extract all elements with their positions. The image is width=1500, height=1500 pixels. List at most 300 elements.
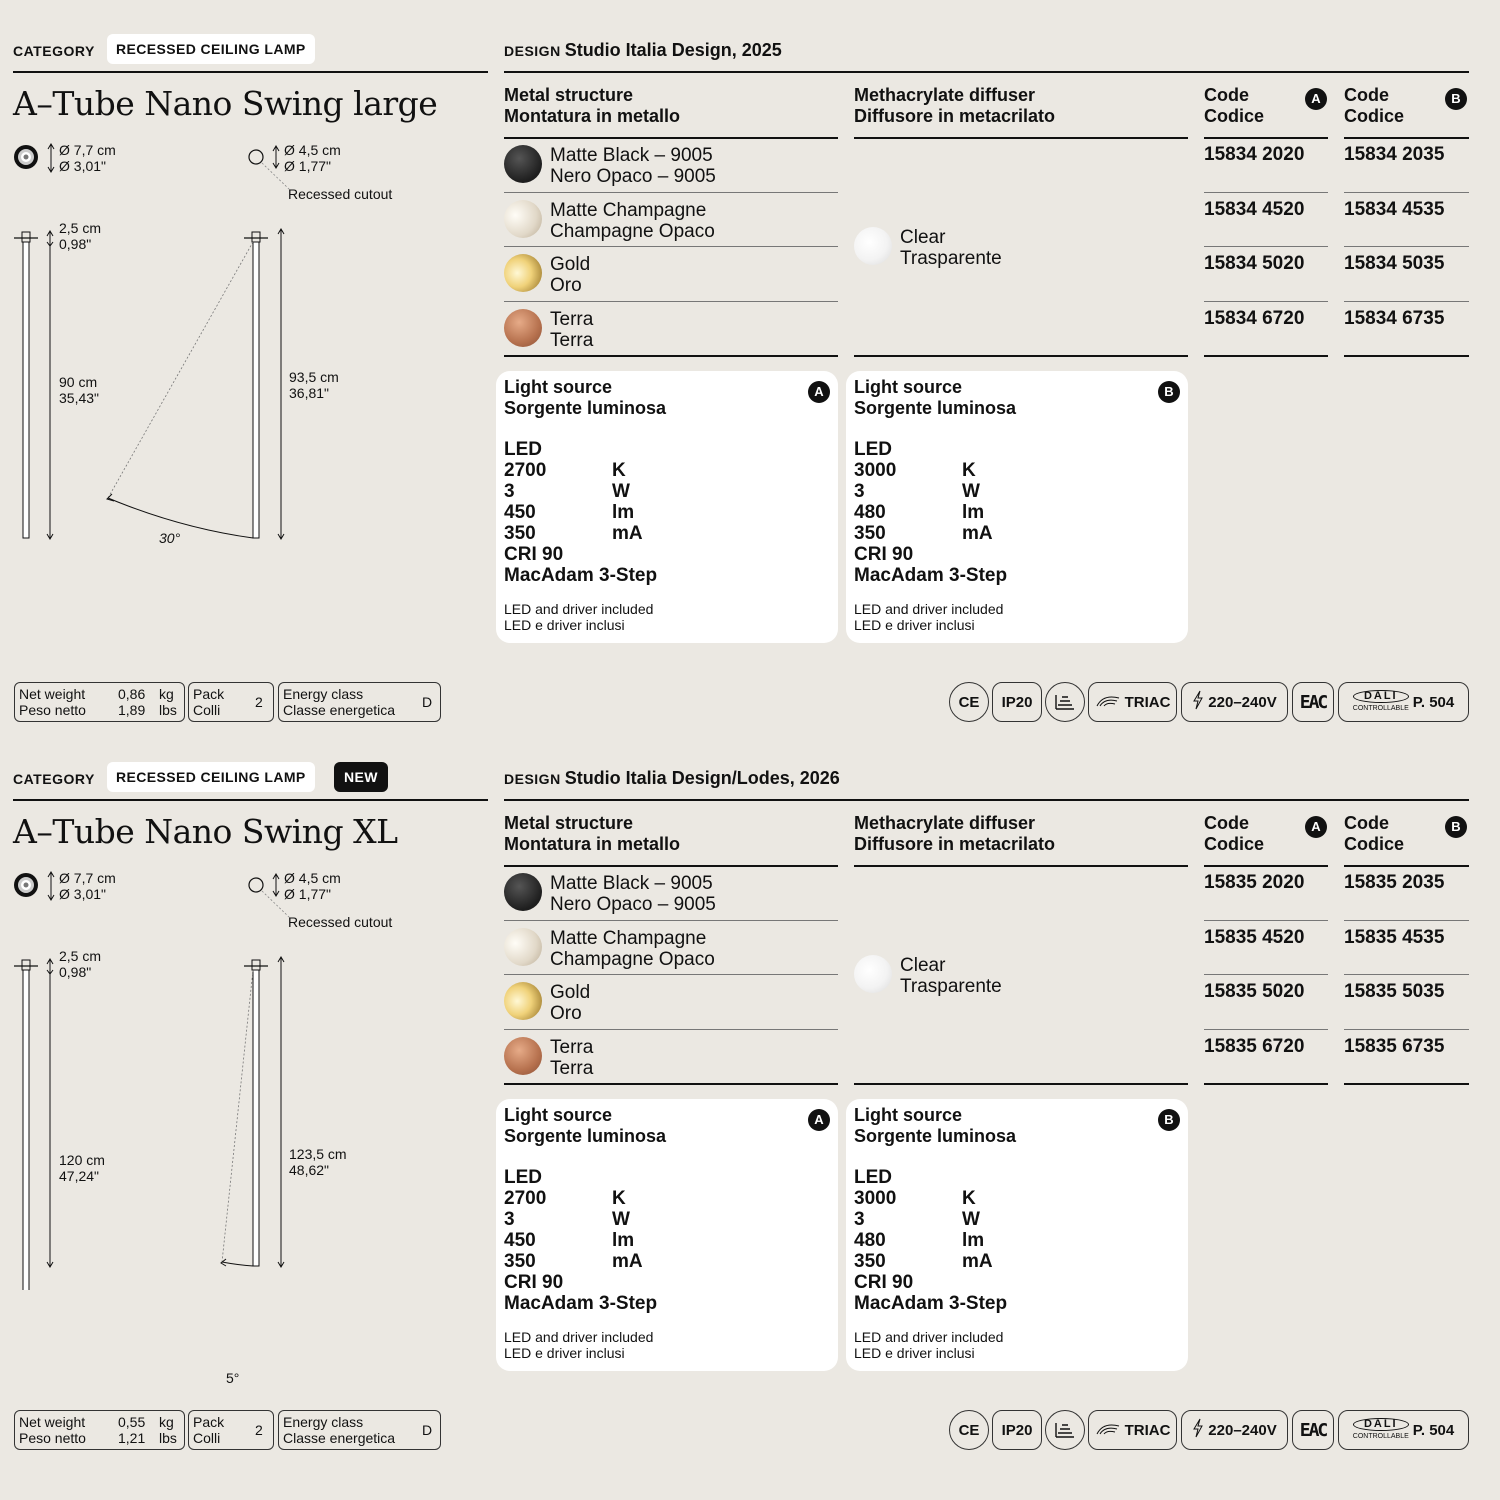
code-a-header: [1204, 85, 1264, 127]
spec-watt: [504, 1209, 830, 1230]
divider: [504, 1029, 838, 1030]
driver-note: [854, 601, 1003, 633]
triac-badge: [1088, 682, 1177, 722]
dim-d2-cm: Ø 4,5 cm: [284, 870, 341, 886]
finish-name-en: Terra: [550, 309, 594, 330]
dim-d2-in: Ø 1,77": [284, 886, 331, 902]
swatch-terra: [504, 309, 542, 347]
finish-name-it: Champagne Opaco: [550, 949, 715, 970]
lamp-drawing: [10, 222, 300, 567]
driver-note-it: LED e driver inclusi: [504, 1345, 625, 1361]
weight-units: [159, 686, 177, 718]
voltage-badge: [1181, 682, 1288, 722]
dim-top-in: 0,98": [59, 236, 92, 252]
dim-d1-in: Ø 3,01": [59, 886, 106, 902]
code-a-3: 15835 5020: [1204, 981, 1305, 1002]
dim-total-cm: 123,5 cm: [289, 1146, 347, 1162]
finish-name-en: Gold: [550, 254, 591, 275]
category-pill: RECESSED CEILING LAMP: [107, 762, 315, 792]
energy-box: [278, 682, 441, 722]
code-b-header: [1344, 813, 1404, 855]
designer: Studio Italia Design/Lodes, 2026: [564, 768, 840, 788]
code-b-1: 15835 2035: [1344, 872, 1445, 893]
code-header-it: Codice: [1204, 834, 1265, 854]
dim-top-in: 0,98": [59, 964, 92, 980]
pack-labels: [193, 1414, 224, 1446]
diffuser-header-en: Methacrylate diffuser: [854, 813, 1036, 833]
driver-note-it: LED e driver inclusi: [504, 617, 625, 633]
driver-note-it: LED e driver inclusi: [854, 1345, 975, 1361]
energy-value: D: [422, 694, 433, 710]
divider: [854, 355, 1188, 357]
code-header-en: Code: [1344, 813, 1389, 833]
energy-box: [278, 1410, 441, 1450]
energy-label-it: Classe energetica: [283, 1430, 396, 1446]
triac-label: TRIAC: [1124, 1421, 1171, 1439]
diffuser-header-en: Methacrylate diffuser: [854, 85, 1036, 105]
code-a-4: 15834 6720: [1204, 308, 1305, 329]
badge-a: A: [1305, 816, 1327, 838]
eac-mark: EAC: [1292, 1410, 1334, 1450]
spec-cri: CRI 90: [504, 544, 564, 565]
divider: [1204, 192, 1328, 193]
dimmable-icon: [1045, 682, 1085, 722]
design-label: DESIGN: [504, 771, 561, 787]
spec-cri: CRI 90: [504, 1272, 564, 1293]
dim-length-in: 47,24": [59, 1168, 100, 1184]
divider: [1204, 1029, 1328, 1030]
light-source-card-a: [496, 371, 838, 643]
diameter-arrow-icon: [47, 871, 57, 906]
triac-icon: [1095, 692, 1121, 712]
metal-header-en: Metal structure: [504, 813, 634, 833]
divider: [1344, 355, 1469, 357]
designer: Studio Italia Design, 2025: [564, 40, 782, 60]
weight-values: [118, 1414, 145, 1446]
light-source-label-it: Sorgente luminosa: [504, 398, 667, 418]
dali-badge: [1338, 682, 1469, 722]
divider: [504, 355, 838, 357]
eac-mark: EAC: [1292, 682, 1334, 722]
divider: [504, 192, 838, 193]
diffuser-row: [900, 955, 1002, 997]
diffuser-name-en: Clear: [900, 227, 946, 248]
finish-name-it: Terra: [550, 330, 594, 351]
new-badge: NEW: [334, 762, 388, 792]
ce-mark: CE: [949, 1410, 989, 1450]
driver-note-en: LED and driver included: [854, 601, 1004, 617]
weight-label-it: Peso netto: [19, 1430, 86, 1446]
finish-name-it: Nero Opaco – 9005: [550, 894, 716, 915]
dim-total: [289, 1146, 347, 1178]
diameter-arrow-icon: [272, 143, 282, 178]
spec-current: [854, 523, 1180, 544]
finish-name-it: Nero Opaco – 9005: [550, 166, 716, 187]
energy-label-en: Energy class: [283, 686, 364, 702]
recessed-label: Recessed cutout: [288, 914, 393, 930]
spec-unit: mA: [612, 523, 643, 544]
dim-total-in: 36,81": [289, 385, 330, 401]
spec-kelvin: [504, 1188, 830, 1209]
divider: [504, 920, 838, 921]
spec-value: 3000: [854, 1188, 897, 1209]
dim-total-cm: 93,5 cm: [289, 369, 339, 385]
weight-label-en: Net weight: [19, 686, 86, 702]
ip-rating: IP20: [992, 1410, 1042, 1450]
product-block-1: [0, 0, 1500, 728]
finish-name-it: Terra: [550, 1058, 594, 1079]
finish-row: [550, 200, 715, 242]
swatch-terra: [504, 1037, 542, 1075]
spec-unit: K: [962, 460, 976, 481]
unit-lbs: lbs: [159, 702, 177, 718]
weight-kg: 0,86: [118, 686, 146, 702]
page-ref: P. 504: [1412, 1421, 1455, 1439]
pack-labels: [193, 686, 224, 718]
divider: [504, 301, 838, 302]
divider: [1204, 1083, 1328, 1085]
driver-note-en: LED and driver included: [504, 1329, 654, 1345]
dim-d1: [59, 870, 116, 902]
divider: [1344, 192, 1469, 193]
spec-unit: mA: [962, 1251, 993, 1272]
code-a-header: [1204, 813, 1264, 855]
dim-d2: [284, 142, 341, 174]
spec-value: 3: [504, 481, 515, 502]
diffuser-header-it: Diffusore in metacrilato: [854, 834, 1056, 854]
dim-total: [289, 369, 339, 401]
ce-mark: CE: [949, 682, 989, 722]
finish-row: [550, 309, 593, 351]
finish-name-en: Matte Champagne: [550, 200, 707, 221]
divider: [1344, 1083, 1469, 1085]
spec-value: 2700: [504, 1188, 547, 1209]
voltage-label: 220–240V: [1208, 1421, 1277, 1439]
dim-d2: [284, 870, 341, 902]
spec-kelvin: [504, 460, 830, 481]
code-b-3: 15835 5035: [1344, 981, 1445, 1002]
spec-watt: [854, 1209, 1180, 1230]
divider: [504, 974, 838, 975]
code-b-header: [1344, 85, 1404, 127]
spec-lumen: [854, 1230, 1180, 1251]
triac-label: TRIAC: [1124, 693, 1171, 711]
swatch-gold: [504, 254, 542, 292]
light-source-label-en: Light source: [854, 1105, 963, 1125]
spec-unit: mA: [962, 523, 993, 544]
finish-row: [550, 928, 715, 970]
metal-header-en: Metal structure: [504, 85, 634, 105]
code-header-en: Code: [1204, 813, 1249, 833]
dim-length-cm: 120 cm: [59, 1152, 105, 1168]
spec-type: LED: [854, 439, 892, 460]
code-header-it: Codice: [1344, 834, 1405, 854]
badge-b: B: [1158, 1109, 1180, 1131]
divider: [1204, 137, 1328, 139]
divider: [1204, 301, 1328, 302]
design-label: DESIGN: [504, 43, 561, 59]
code-b-4: 15834 6735: [1344, 308, 1445, 329]
diffuser-name-en: Clear: [900, 955, 946, 976]
code-b-4: 15835 6735: [1344, 1036, 1445, 1057]
finish-name-en: Matte Black – 9005: [550, 873, 713, 894]
diffuser-name-it: Trasparente: [900, 976, 1002, 997]
swatch-black: [504, 145, 542, 183]
spec-watt: [504, 481, 830, 502]
divider: [1344, 301, 1469, 302]
code-b-3: 15834 5035: [1344, 253, 1445, 274]
divider: [13, 799, 488, 801]
finish-name-en: Gold: [550, 982, 591, 1003]
weight-label-en: Net weight: [19, 1414, 86, 1430]
badge-b: B: [1158, 381, 1180, 403]
light-source-label-en: Light source: [504, 1105, 613, 1125]
unit-lbs: lbs: [159, 1430, 177, 1446]
weight-label-it: Peso netto: [19, 702, 86, 718]
dali-sub: CONTROLLABLE: [1352, 1433, 1409, 1440]
dim-length: [59, 374, 99, 406]
ring-icon: [13, 871, 41, 904]
diffuser-header: [854, 813, 1055, 855]
light-source-card-a: [496, 1099, 838, 1371]
spec-watt: [854, 481, 1180, 502]
light-source-label-it: Sorgente luminosa: [504, 1126, 667, 1146]
spec-unit: lm: [962, 1230, 985, 1251]
divider: [1204, 865, 1328, 867]
spec-macadam: MacAdam 3-Step: [504, 1293, 658, 1314]
triac-icon: [1095, 1420, 1121, 1440]
divider: [1344, 1029, 1469, 1030]
pack-box: [188, 682, 274, 722]
spec-value: 3000: [854, 460, 897, 481]
driver-note: [504, 1329, 653, 1361]
dali-label: DALI: [1353, 690, 1409, 703]
finish-name-it: Oro: [550, 275, 582, 296]
divider: [1344, 974, 1469, 975]
product-block-2: [0, 728, 1500, 1456]
dali-label: DALI: [1353, 1418, 1409, 1431]
light-source-label-en: Light source: [504, 377, 613, 397]
diffuser-name-it: Trasparente: [900, 248, 1002, 269]
pack-label-en: Pack: [193, 1414, 225, 1430]
driver-note: [504, 601, 653, 633]
diameter-arrow-icon: [272, 871, 282, 906]
driver-note-it: LED e driver inclusi: [854, 617, 975, 633]
swatch-clear: [854, 227, 892, 265]
weight-labels: [19, 686, 86, 718]
dim-d1-cm: Ø 7,7 cm: [59, 142, 116, 158]
dali-logo: [1353, 1418, 1409, 1442]
badge-b: B: [1445, 816, 1467, 838]
divider: [504, 71, 1469, 73]
diffuser-header: [854, 85, 1055, 127]
code-header-it: Codice: [1204, 106, 1265, 126]
divider: [1204, 920, 1328, 921]
metal-header: [504, 85, 680, 127]
divider: [1204, 974, 1328, 975]
spec-value: 350: [854, 1251, 886, 1272]
dim-d1-cm: Ø 7,7 cm: [59, 870, 116, 886]
divider: [854, 865, 1188, 867]
divider: [504, 865, 838, 867]
dim-d2-cm: Ø 4,5 cm: [284, 142, 341, 158]
divider: [504, 799, 1469, 801]
code-header-it: Codice: [1344, 106, 1405, 126]
spec-unit: W: [612, 481, 630, 502]
divider: [504, 1083, 838, 1085]
swatch-clear: [854, 955, 892, 993]
weight-box: [14, 1410, 185, 1450]
code-a-3: 15834 5020: [1204, 253, 1305, 274]
divider: [1344, 137, 1469, 139]
metal-header: [504, 813, 680, 855]
dimmable-icon: [1045, 1410, 1085, 1450]
finish-name-en: Matte Black – 9005: [550, 145, 713, 166]
diffuser-row: [900, 227, 1002, 269]
light-source-card-b: [846, 1099, 1188, 1371]
spec-unit: lm: [962, 502, 985, 523]
spec-macadam: MacAdam 3-Step: [854, 565, 1008, 586]
swatch-champagne: [504, 200, 542, 238]
spec-lumen: [504, 1230, 830, 1251]
swatch-champagne: [504, 928, 542, 966]
spec-value: 3: [854, 481, 865, 502]
dim-top: [59, 220, 101, 252]
spec-unit: lm: [612, 1230, 635, 1251]
dim-total-in: 48,62": [289, 1162, 330, 1178]
spec-type: LED: [504, 1167, 542, 1188]
spec-kelvin: [854, 1188, 1180, 1209]
metal-header-it: Montatura in metallo: [504, 834, 681, 854]
dim-d1: [59, 142, 116, 174]
ring-icon: [13, 143, 41, 176]
dim-length: [59, 1152, 105, 1184]
product-title: A–Tube Nano Swing XL: [13, 812, 398, 851]
dali-badge: [1338, 1410, 1469, 1450]
badge-a: A: [808, 381, 830, 403]
weight-lbs: 1,21: [118, 1430, 146, 1446]
finish-row: [550, 873, 716, 915]
divider: [13, 71, 488, 73]
spec-value: 2700: [504, 460, 547, 481]
finish-name-it: Oro: [550, 1003, 582, 1024]
code-b-2: 15834 4535: [1344, 199, 1445, 220]
dim-length-cm: 90 cm: [59, 374, 98, 390]
divider: [854, 137, 1188, 139]
code-a-4: 15835 6720: [1204, 1036, 1305, 1057]
angle-label: 30°: [159, 530, 181, 546]
dali-sub: CONTROLLABLE: [1352, 705, 1409, 712]
spec-value: 350: [504, 523, 536, 544]
spec-unit: W: [962, 481, 980, 502]
divider: [504, 246, 838, 247]
pack-label-it: Colli: [193, 1430, 221, 1446]
spec-value: 350: [854, 523, 886, 544]
spec-current: [504, 1251, 830, 1272]
weight-lbs: 1,89: [118, 702, 146, 718]
finish-row: [550, 1037, 593, 1079]
weight-labels: [19, 1414, 86, 1446]
code-a-2: 15834 4520: [1204, 199, 1305, 220]
code-b-2: 15835 4535: [1344, 927, 1445, 948]
spec-macadam: MacAdam 3-Step: [854, 1293, 1008, 1314]
spec-value: 450: [504, 502, 536, 523]
page-ref: P. 504: [1412, 693, 1455, 711]
pack-value: 2: [255, 694, 263, 710]
swatch-gold: [504, 982, 542, 1020]
pack-label-en: Pack: [193, 686, 225, 702]
dim-top-cm: 2,5 cm: [59, 220, 102, 236]
badge-b: B: [1445, 88, 1467, 110]
swatch-black: [504, 873, 542, 911]
diameter-arrow-icon: [47, 143, 57, 178]
code-header-en: Code: [1344, 85, 1389, 105]
lightning-icon: [1192, 690, 1204, 714]
lamp-drawing: [10, 950, 300, 1295]
voltage-badge: [1181, 1410, 1288, 1450]
design-credit: [504, 40, 782, 61]
energy-value: D: [422, 1422, 433, 1438]
dim-d1-in: Ø 3,01": [59, 158, 106, 174]
pack-label-it: Colli: [193, 702, 221, 718]
spec-unit: mA: [612, 1251, 643, 1272]
spec-type: LED: [854, 1167, 892, 1188]
category-label: CATEGORY: [13, 43, 95, 59]
spec-value: 480: [854, 1230, 886, 1251]
divider: [854, 1083, 1188, 1085]
spec-unit: lm: [612, 502, 635, 523]
divider: [1344, 865, 1469, 867]
dim-d2-in: Ø 1,77": [284, 158, 331, 174]
spec-lumen: [854, 502, 1180, 523]
code-b-1: 15834 2035: [1344, 144, 1445, 165]
light-source-label-it: Sorgente luminosa: [854, 1126, 1017, 1146]
divider: [1204, 246, 1328, 247]
dali-logo: [1353, 690, 1409, 714]
weight-kg: 0,55: [118, 1414, 146, 1430]
energy-label-en: Energy class: [283, 1414, 364, 1430]
finish-row: [550, 982, 590, 1024]
finish-name-en: Terra: [550, 1037, 594, 1058]
spec-type: LED: [504, 439, 542, 460]
spec-unit: K: [612, 460, 626, 481]
weight-box: [14, 682, 185, 722]
divider: [1344, 920, 1469, 921]
angle-label: 5°: [226, 1370, 240, 1386]
spec-macadam: MacAdam 3-Step: [504, 565, 658, 586]
pack-value: 2: [255, 1422, 263, 1438]
metal-header-it: Montatura in metallo: [504, 106, 681, 126]
weight-values: [118, 686, 145, 718]
recessed-label: Recessed cutout: [288, 186, 393, 202]
light-source-label-it: Sorgente luminosa: [854, 398, 1017, 418]
spec-value: 350: [504, 1251, 536, 1272]
divider: [1204, 355, 1328, 357]
dim-top-cm: 2,5 cm: [59, 948, 102, 964]
spec-unit: W: [962, 1209, 980, 1230]
light-source-card-b: [846, 371, 1188, 643]
ip-rating: IP20: [992, 682, 1042, 722]
finish-name-en: Matte Champagne: [550, 928, 707, 949]
driver-note: [854, 1329, 1003, 1361]
spec-cri: CRI 90: [854, 1272, 914, 1293]
weight-units: [159, 1414, 177, 1446]
code-header-en: Code: [1204, 85, 1249, 105]
spec-current: [854, 1251, 1180, 1272]
voltage-label: 220–240V: [1208, 693, 1277, 711]
finish-row: [550, 145, 716, 187]
energy-labels: [283, 1414, 395, 1446]
